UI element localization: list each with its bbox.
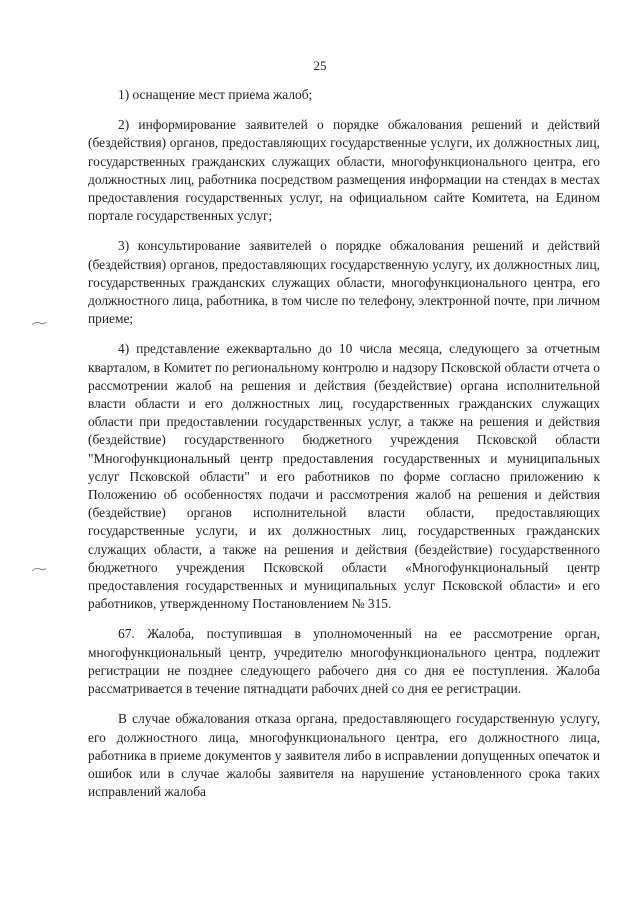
margin-mark-icon (31, 566, 47, 572)
page-number: 25 (313, 58, 327, 73)
document-body (88, 86, 600, 813)
margin-mark-icon (31, 320, 47, 326)
paragraph-item-3: 3) консультирование заявителей о порядке обжалования решений и действий (бездействия) органов, предоставляющих государственную услугу, их должностных лиц, государственных гражданских служащих области, многофункционального центра, его должностного лица, работника, в том числе по телефону, электронной почте, при личном приеме; (88, 238, 600, 327)
paragraph-appeal-refusal: В случае обжалования отказа органа, предоставляющего государственную услугу, его должностного лица, многофункционального центра, его должностного лица, работника в приеме документов у заявителя либо в исправлении допущенных опечаток и ошибок или в случае жалобы заявителя на нарушение установленного срока таких исправлений жалоба (88, 711, 600, 800)
paragraph-item-2: 2) информирование заявителей о порядке обжалования решений и действий (бездействия) органов, предоставляющих государственные услуги, их должностных лиц, государственных гражданских служащих области, многофункционального центра, его должностных лиц, работника посредством размещения информации на стендах в местах предоставления государственных услуг, на официальном сайте Комитета, на Едином портале государственных услуг; (88, 117, 600, 224)
paragraph-item-4: 4) представление ежеквартально до 10 числа месяца, следующего за отчетным кварталом, в Комитет по региональному контролю и надзору Псковской области отчета о рассмотрении жалоб на решения и действия (бездействие) органа исполнительной власти области и его должностных лиц, государственных гражданских служащих области при предоставлении государственных услуг, а также на решения и действия (бездействие) государственного бюджетного учреждения Псковской области "Многофункциональный центр предоставления государственных и муниципальных услуг Псковской области" и его работников по форме согласно приложению к Положению об особенностях подачи и рассмотрения жалоб на решения и действия (бездействие) органов исполнительной власти области, предоставляющих государственные услуги, и их должностных лиц, государственных гражданских служащих области, а также на решения и действия (бездействие) государственного бюджетного учреждения Псковской области «Многофункциональный центр предоставления государственных и муниципальных услуг Псковской области» и его работников, утвержденному Постановлением № 315. (88, 341, 600, 612)
paragraph-clause-67: 67. Жалоба, поступившая в уполномоченный на ее рассмотрение орган, многофункциональный центр, учредителю многофункционального центра, подлежит регистрации не позднее следующего рабочего дня со дня ее поступления. Жалоба рассматривается в течение пятнадцати рабочих дней со дня ее регистрации. (88, 626, 600, 697)
paragraph-item-1: 1) оснащение мест приема жалоб; (118, 87, 313, 102)
